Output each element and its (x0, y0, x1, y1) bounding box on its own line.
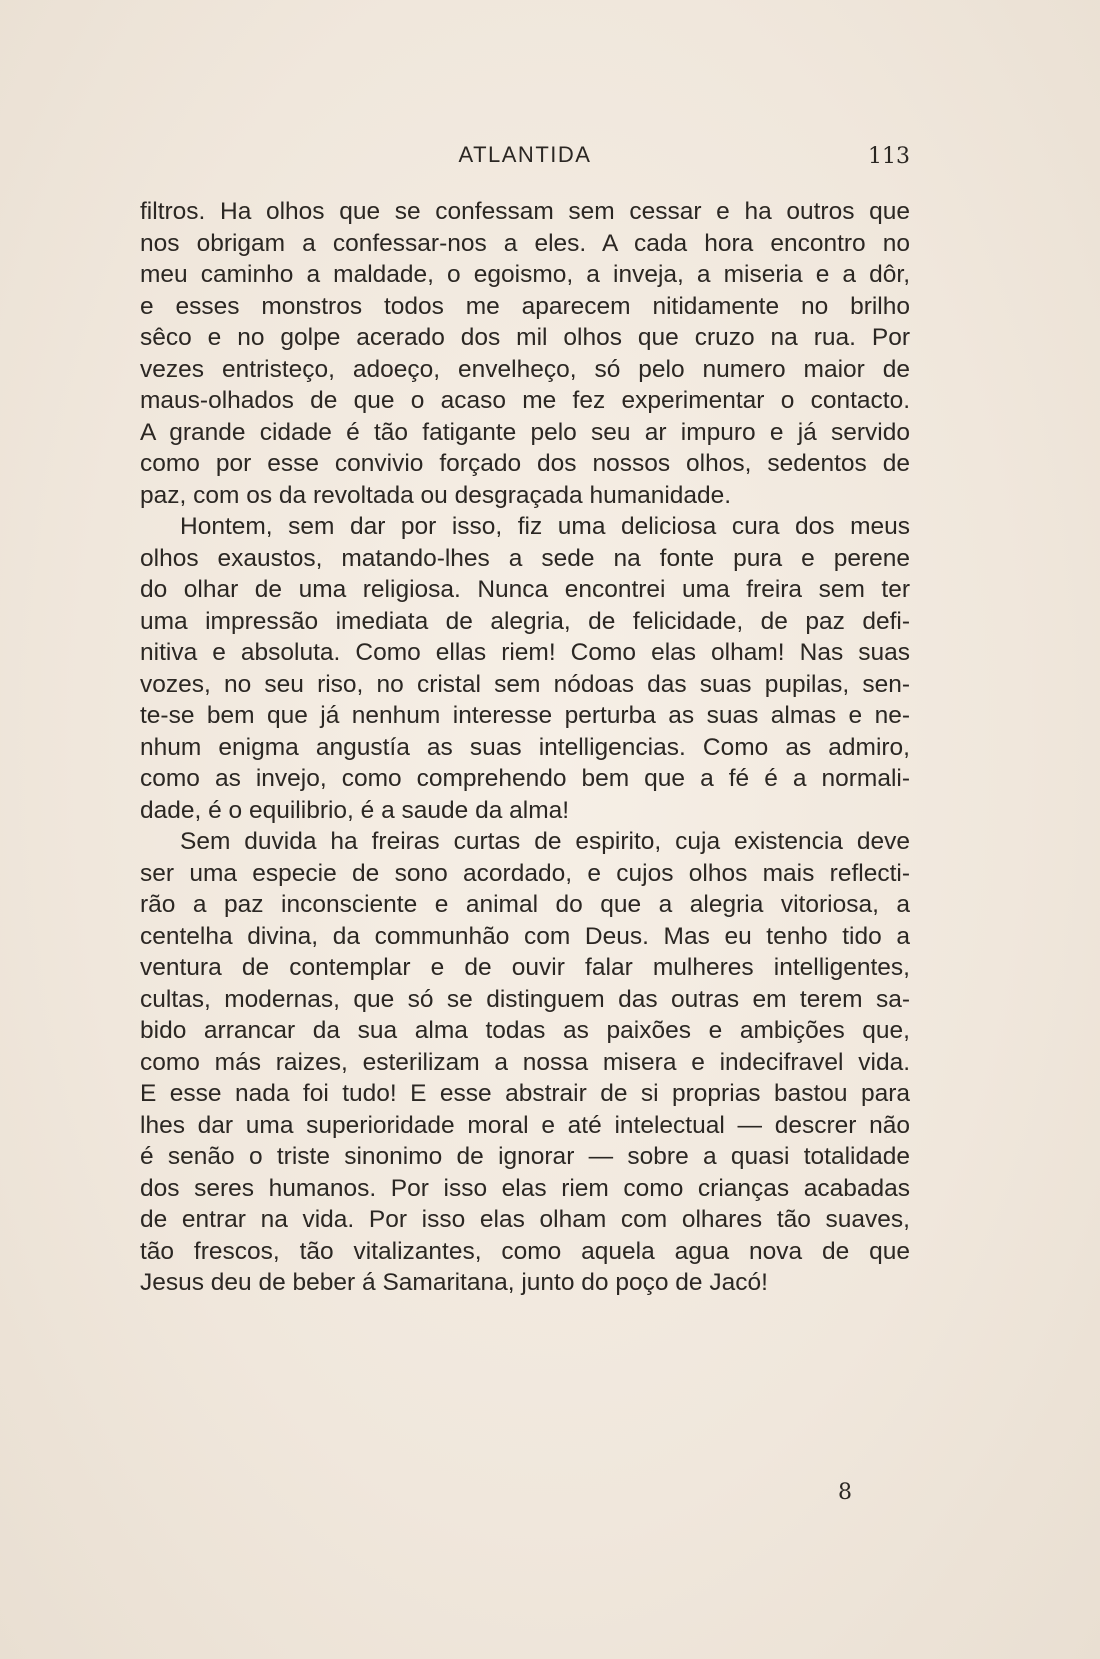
text-line: paz, com os da revoltada ou desgraçada humanidade. (140, 481, 732, 509)
text-line: uma impressão imediata de alegria, de felicidade, de paz defi- (140, 607, 910, 635)
body-text (140, 196, 910, 1299)
text-line: meu caminho a maldade, o egoismo, a inveja, a miseria e a dôr, (140, 261, 910, 288)
text-line: é senão o triste sinonimo de ignorar — sobre a quasi totalidade (140, 1143, 910, 1170)
text-line: nhum enigma angustía as suas intelligencias. Como as admiro, (140, 733, 910, 761)
text-line: sêco e no golpe acerado dos mil olhos que cruzo na rua. Por (140, 324, 910, 351)
running-title: ATLANTIDA (458, 142, 592, 167)
running-head (140, 142, 910, 174)
text-line: centelha divina, da communhão com Deus. Mas eu tenho tido a (140, 922, 910, 950)
text-line: dade, é o equilibrio, é a saude da alma! (140, 796, 570, 824)
text-line: olhos exaustos, matando-lhes a sede na fonte pura e perene (140, 544, 910, 572)
text-line: cultas, modernas, que só se distinguem das outras em terem sa- (140, 985, 910, 1013)
text-line: nos obrigam a confessar-nos a eles. A cada hora encontro no (140, 229, 910, 257)
text-line: como por esse convivio forçado dos nossos olhos, sedentos de (140, 450, 910, 477)
text-line: te-se bem que já nenhum interesse perturba as suas almas e ne- (140, 702, 910, 729)
text-line: rão a paz inconsciente e animal do que a alegria vitoriosa, a (140, 891, 910, 918)
text-line: E esse nada foi tudo! E esse abstrair de si proprias bastou para (140, 1080, 910, 1107)
text-line: maus-olhados de que o acaso me fez experimentar o contacto. (140, 387, 910, 414)
text-line: tão frescos, tão vitalizantes, como aquela agua nova de que (140, 1237, 910, 1265)
text-line: Hontem, sem dar por isso, fiz uma deliciosa cura dos meus (180, 513, 910, 540)
text-line: de entrar na vida. Por isso elas olham com olhares tão suaves, (140, 1206, 910, 1233)
text-line: Sem duvida ha freiras curtas de espirito, cuja existencia deve (180, 828, 910, 855)
text-line: e esses monstros todos me aparecem nitidamente no brilho (140, 292, 910, 320)
text-line: Jesus deu de beber á Samaritana, junto do poço de Jacó! (140, 1269, 768, 1296)
text-line: como más raizes, esterilizam a nossa misera e indecifravel vida. (140, 1048, 910, 1076)
text-line: bido arrancar da sua alma todas as paixões e ambições que, (140, 1017, 910, 1044)
page-number: 113 (868, 144, 910, 169)
text-line: como as invejo, como comprehendo bem que a fé é a normali- (140, 765, 910, 792)
text-line: A grande cidade é tão fatigante pelo seu ar impuro e já servido (140, 418, 910, 446)
text-line: lhes dar uma superioridade moral e até intelectual — descrer não (140, 1111, 910, 1139)
text-line: filtros. Ha olhos que se confessam sem cessar e ha outros que (140, 198, 910, 225)
text-line: vezes entristeço, adoeço, envelheço, só pelo numero maior de (140, 355, 910, 383)
signature-mark: 8 (838, 1480, 852, 1505)
text-line: dos seres humanos. Por isso elas riem como crianças acabadas (140, 1174, 910, 1202)
text-line: ser uma especie de sono acordado, e cujos olhos mais reflecti- (140, 859, 910, 887)
text-line: vozes, no seu riso, no cristal sem nódoas das suas pupilas, sen- (140, 670, 910, 698)
text-line: nitiva e absoluta. Como ellas riem! Como elas olham! Nas suas (140, 639, 910, 666)
text-line: do olhar de uma religiosa. Nunca encontrei uma freira sem ter (140, 576, 910, 603)
text-line: ventura de contemplar e de ouvir falar mulheres intelligentes, (140, 954, 910, 981)
